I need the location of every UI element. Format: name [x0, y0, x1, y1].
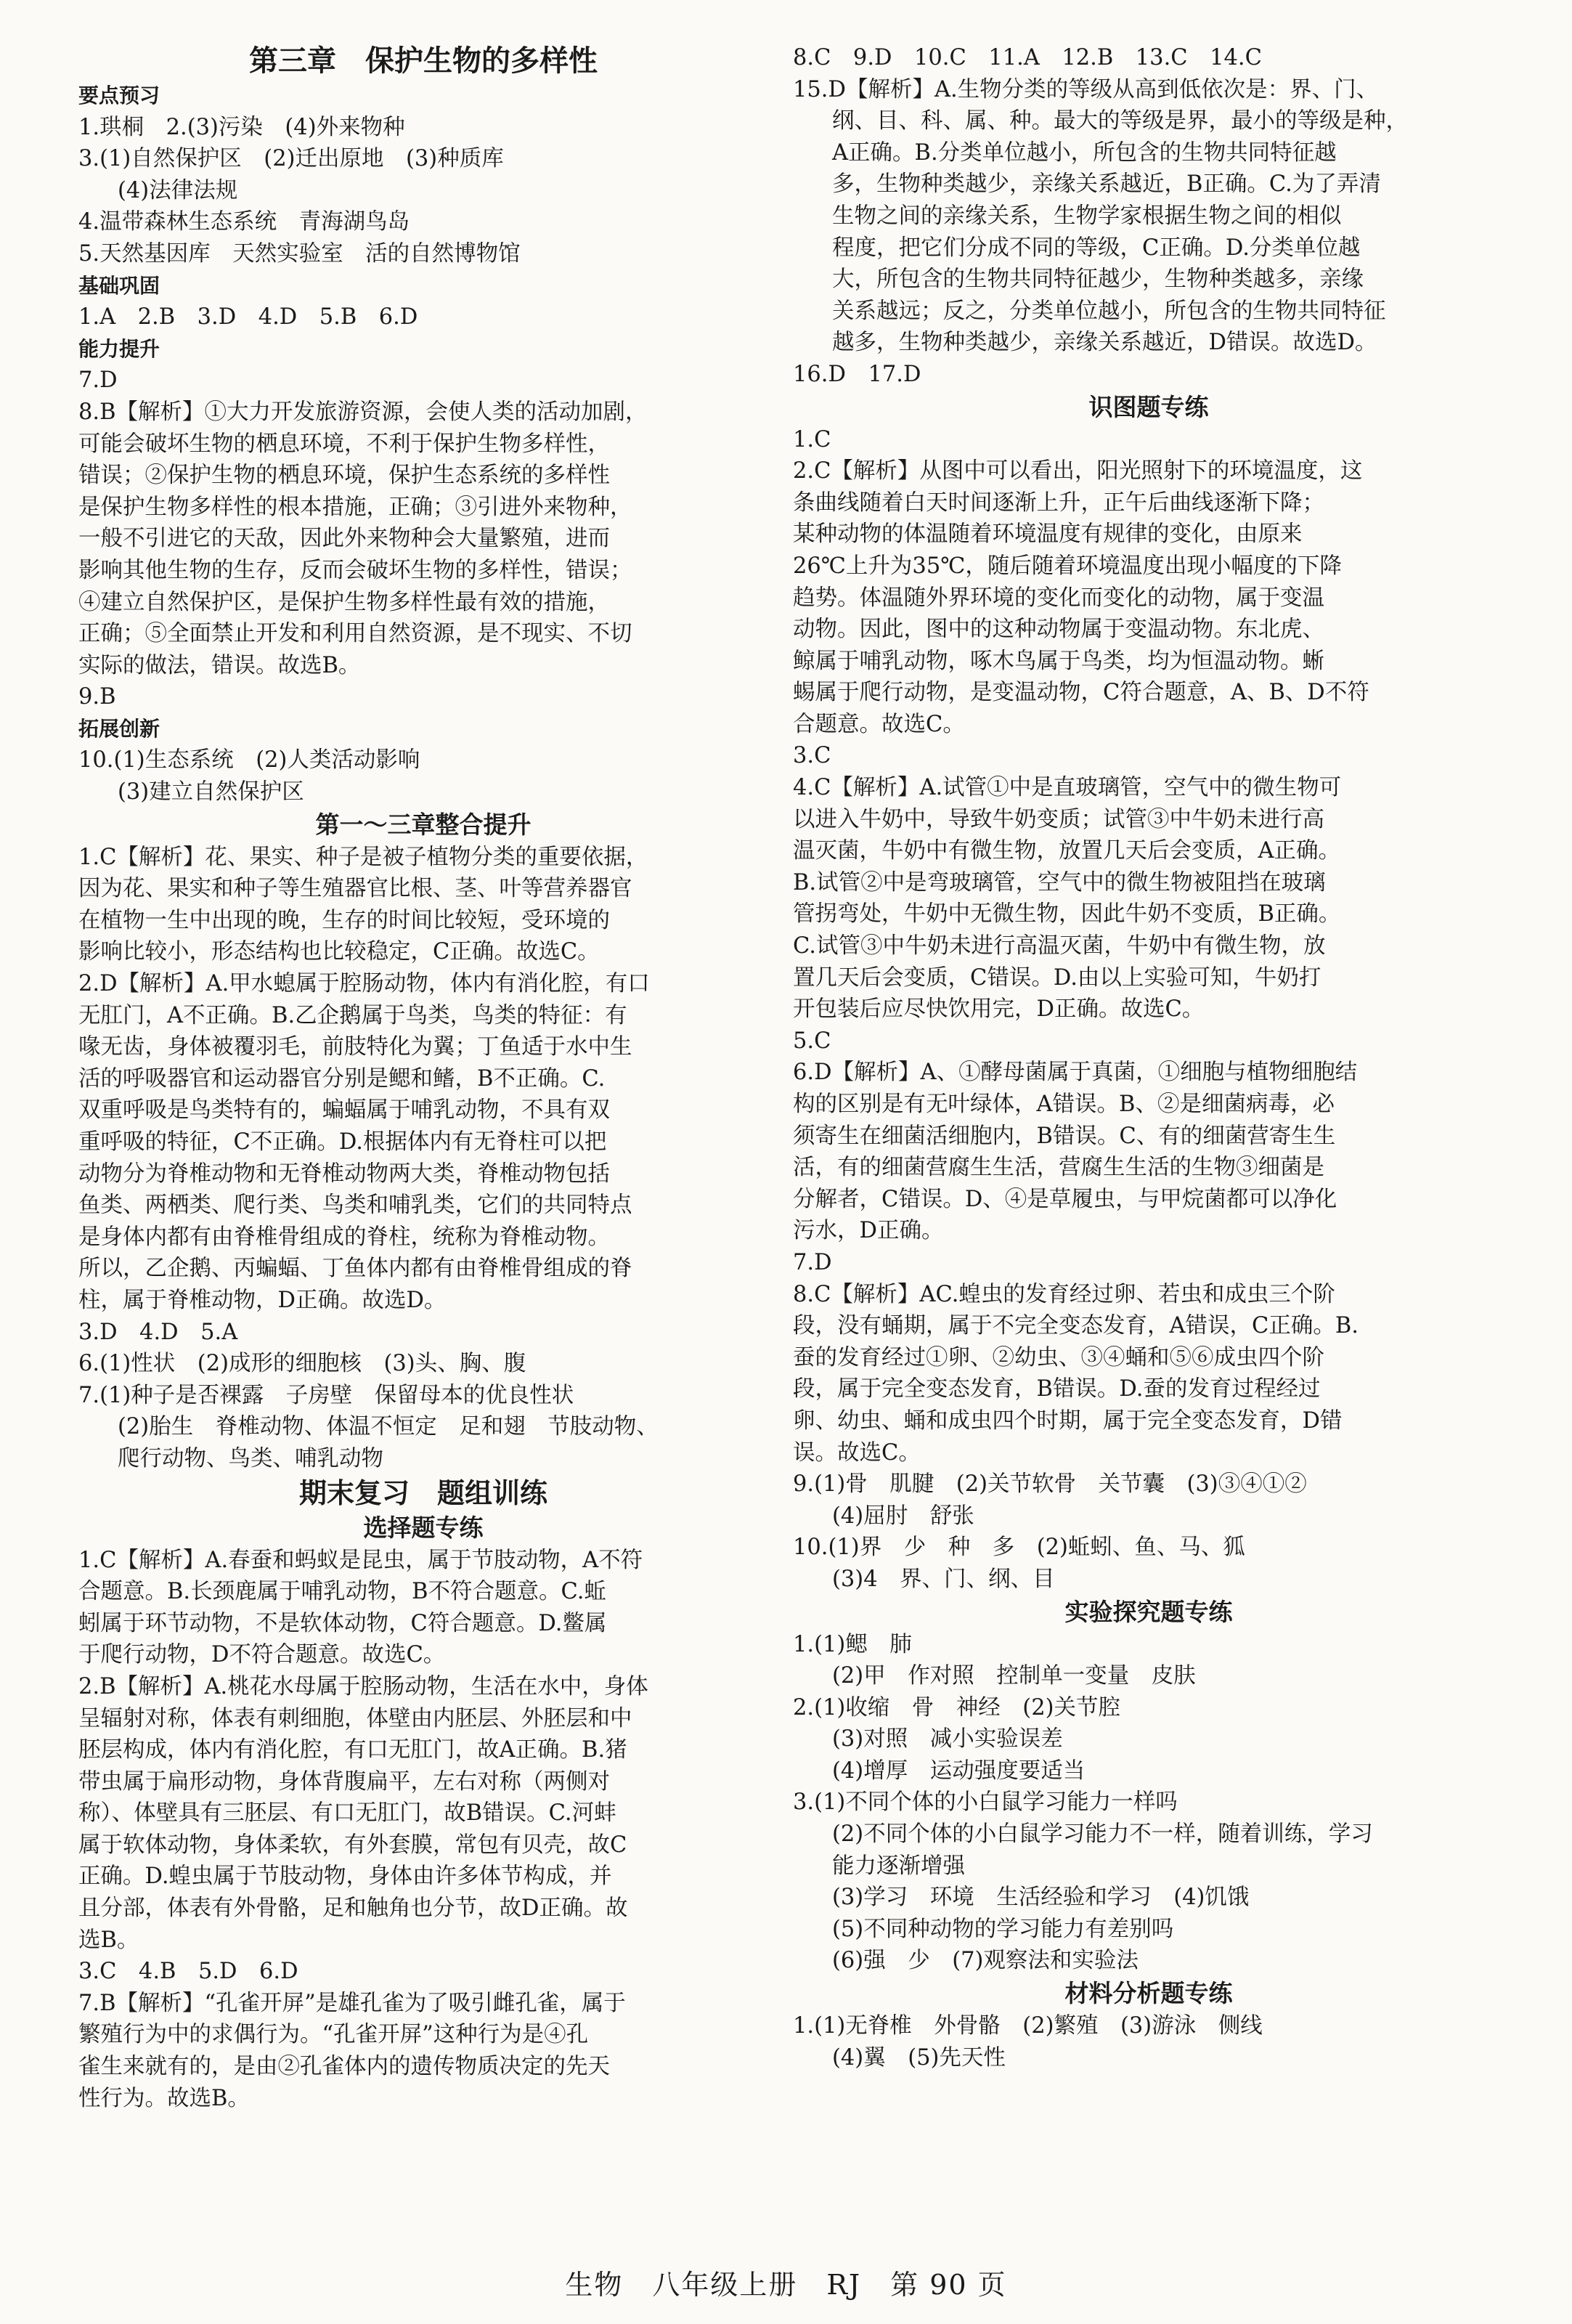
answer-line: 鲸属于哺乳动物，啄木鸟属于鸟类，均为恒温动物。蜥	[793, 648, 1324, 674]
answer-line: 正确。D.蝗虫属于节肢动物，身体由许多体节构成，并	[78, 1864, 612, 1890]
answer-line: 双重呼吸是鸟类特有的，蝙蝠属于哺乳动物，不具有双	[78, 1097, 610, 1124]
answer-line: 且分部，体表有外骨骼，足和触角也分节，故D正确。故	[78, 1896, 628, 1922]
answer-line: 雀生来就有的，是由②孔雀体内的遗传物质决定的先天	[78, 2054, 610, 2080]
answer-line: 选B。	[78, 1927, 139, 1953]
answer-line: 段，属于完全变态发育，B错误。D.蚕的发育过程经过	[793, 1376, 1321, 1402]
answer-line-continued: 爬行动物、鸟类、哺乳动物	[118, 1445, 383, 1471]
answer-line: 动物分为脊椎动物和无脊椎动物两大类，脊椎动物包括	[78, 1161, 610, 1187]
answer-line: 一般不引进它的天敌，因此外来物种会大量繁殖，进而	[78, 526, 610, 552]
answer-line: 构的区别是有无叶绿体，A错误。B、②是细菌病毒，必	[793, 1092, 1335, 1117]
answer-line: 8.B【解析】①大力开发旅游资源，会使人类的活动加剧，	[78, 399, 648, 425]
answer-line: 4.C【解析】A.试管①中是直玻璃管，空气中的微生物可	[793, 775, 1342, 801]
answer-line-continued: (2)不同个体的小白鼠学习能力不一样，随着训练，学习	[832, 1821, 1373, 1848]
answer-line: 5.天然基因库 天然实验室 活的自然博物馆	[78, 240, 521, 267]
answer-line: 条曲线随着白天时间逐渐上升，正午后曲线逐渐下降；	[793, 489, 1324, 516]
answer-line: 8.C【解析】AC.蝗虫的发育经过卵、若虫和成虫三个阶	[793, 1281, 1335, 1307]
answer-line: 某种动物的体温随着环境温度有规律的变化，由原来	[793, 521, 1303, 548]
answer-line-continued: (4)屈肘 舒张	[832, 1503, 974, 1529]
answer-line: 活的呼吸器官和运动器官分别是鳃和鳍，B不正确。C.	[78, 1065, 606, 1092]
answer-line-continued: (4)翼 (5)先天性	[832, 2044, 1006, 2071]
answer-line: 动物。因此，图中的这种动物属于变温动物。东北虎、	[793, 617, 1324, 643]
answer-line: 9.(1)骨 肌腱 (2)关节软骨 关节囊 (3)③④①②	[793, 1471, 1307, 1498]
answer-line: 管拐弯处，牛奶中无微生物，因此牛奶不变质，B正确。	[793, 901, 1341, 927]
answer-line: 7.B【解析】“孔雀开屏”是雄孔雀为了吸引雌孔雀，属于	[78, 1990, 626, 2016]
answer-line: 无肛门，A不正确。B.乙企鹅属于鸟类，鸟类的特征：有	[78, 1002, 627, 1028]
section-label: 拓展创新	[78, 716, 160, 741]
answer-line-continued: 程度，把它们分成不同的等级，C正确。D.分类单位越	[832, 235, 1361, 261]
answer-line: 可能会破坏生物的栖息环境，不利于保护生物多样性，	[78, 431, 610, 457]
answer-line: 6.(1)性状 (2)成形的细胞核 (3)头、胸、腹	[78, 1351, 526, 1377]
answer-line-continued: 多，生物种类越少，亲缘关系越近，B正确。C.为了弄清	[832, 171, 1381, 198]
answer-line: 重呼吸的特征，C不正确。D.根据体内有无脊柱可以把	[78, 1129, 607, 1155]
answer-line: 6.D【解析】A、①酵母菌属于真菌，①细胞与植物细胞结	[793, 1060, 1358, 1086]
answer-line-continued: 大，所包含的生物共同特征越少，生物种类越多，亲缘	[832, 267, 1364, 293]
answer-line: C.试管③中牛奶未进行高温灭菌，牛奶中有微生物，放	[793, 933, 1326, 959]
answer-line: 趋势。体温随外界环境的变化而变化的动物，属于变温	[793, 585, 1324, 611]
left-column	[78, 42, 768, 2114]
answer-line: 1.A 2.B 3.D 4.D 5.B 6.D	[78, 304, 418, 330]
answer-line: 以进入牛奶中，导致牛奶变质；试管③中牛奶未进行高	[793, 806, 1324, 832]
answer-line: 分解者，C错误。D、④是草履虫，与甲烷菌都可以净化	[793, 1186, 1337, 1212]
answer-line-continued: 越多，生物种类越少，亲缘关系越近，D错误。故选D。	[832, 330, 1377, 356]
answer-line: 带虫属于扁形动物，身体背腹扁平，左右对称（两侧对	[78, 1768, 610, 1795]
answer-line: 于爬行动物，D不符合题意。故选C。	[78, 1642, 446, 1668]
answer-line: 胚层构成，体内有消化腔，有口无肛门，故A正确。B.猪	[78, 1737, 627, 1763]
section-title: 选择题专练	[363, 1513, 484, 1542]
answer-line: 是身体内都有由脊椎骨组成的脊柱，统称为脊椎动物。	[78, 1224, 610, 1250]
answer-line: 鱼类、两栖类、爬行类、鸟类和哺乳类，它们的共同特点	[78, 1193, 632, 1219]
answer-line: 繁殖行为中的求偶行为。“孔雀开屏”这种行为是④孔	[78, 2022, 589, 2048]
answer-line-continued: (5)不同种动物的学习能力有差别吗	[832, 1916, 1174, 1942]
answer-line: 活，有的细菌营腐生生活，营腐生生活的生物③细菌是	[793, 1155, 1324, 1181]
answer-line: 4.温带森林生态系统 青海湖鸟岛	[78, 209, 410, 235]
answer-line: 蚓属于环节动物，不是软体动物，C符合题意。D.鳖属	[78, 1610, 607, 1636]
answer-line: 10.(1)界 少 种 多 (2)蚯蚓、鱼、马、狐	[793, 1535, 1245, 1561]
answer-line: 置几天后会变质，C错误。D.由以上实验可知，牛奶打	[793, 964, 1321, 991]
answer-line: 污水，D正确。	[793, 1218, 944, 1244]
answer-line: 3.(1)不同个体的小白鼠学习能力一样吗	[793, 1789, 1178, 1816]
answer-line: 须寄生在细菌活细胞内，B错误。C、有的细菌营寄生生	[793, 1123, 1336, 1149]
answer-line-continued: (3)4 界、门、纲、目	[832, 1566, 1055, 1592]
chapter-title: 第三章 保护生物的多样性	[249, 44, 598, 78]
answer-line: 称）、体壁具有三胚层、有口无肛门，故B错误。C.河蚌	[78, 1800, 616, 1827]
answer-line-continued: 纲、目、科、属、种。最大的等级是界，最小的等级是种，	[832, 108, 1408, 134]
answer-line: 2.D【解析】A.甲水螅属于腔肠动物，体内有消化腔，有口	[78, 971, 650, 997]
answer-line: 3.C 4.B 5.D 6.D	[78, 1959, 298, 1985]
answer-line: 呈辐射对称，体表有刺细胞，体壁由内胚层、外胚层和中	[78, 1705, 632, 1731]
answer-line: 3.(1)自然保护区 (2)迁出原地 (3)种质库	[78, 146, 504, 172]
answer-line: 是保护生物多样性的根本措施，正确；③引进外来物种，	[78, 494, 632, 520]
right-column	[793, 42, 1504, 2073]
answer-line: 合题意。故选C。	[793, 711, 965, 737]
section-title: 第一～三章整合提升	[315, 810, 532, 839]
answer-line: 9.B	[78, 684, 116, 710]
answer-line: 误。故选C。	[793, 1439, 921, 1466]
answer-line: 2.C【解析】从图中可以看出，阳光照射下的环境温度，这	[793, 458, 1363, 484]
answer-line: 蚕的发育经过①卵、②幼虫、③④蛹和⑤⑥成虫四个阶	[793, 1344, 1324, 1370]
answer-line-continued: (4)法律法规	[118, 177, 238, 203]
answer-line-continued: (3)学习 环境 生活经验和学习 (4)饥饿	[832, 1885, 1250, 1911]
answer-line: 10.(1)生态系统 (2)人类活动影响	[78, 747, 420, 773]
answer-line: 柱，属于脊椎动物，D正确。故选D。	[78, 1287, 447, 1313]
answer-line-continued: (2)甲 作对照 控制单一变量 皮肤	[832, 1663, 1196, 1689]
answer-line: 7.D	[78, 367, 118, 394]
answer-line: 喙无齿，身体被覆羽毛，前肢特化为翼；丁鱼适于水中生	[78, 1034, 632, 1060]
page-footer: 生物 八年级上册 RJ 第 90 页	[565, 2269, 1007, 2301]
section-title: 识图题专练	[1088, 392, 1209, 421]
answer-line-continued: 关系越远；反之，分类单位越小，所包含的生物共同特征	[832, 298, 1386, 324]
answer-line-continued: (3)建立自然保护区	[118, 779, 304, 805]
answer-line: 温灭菌，牛奶中有微生物，放置几天后会变质，A正确。	[793, 838, 1341, 864]
answer-line-continued: (2)胎生 脊椎动物、体温不恒定 足和翅 节肢动物、	[118, 1414, 659, 1440]
section-label: 能力提升	[78, 336, 160, 361]
answer-line-continued: A正确。B.分类单位越小，所包含的生物共同特征越	[832, 139, 1337, 166]
answer-line: 属于软体动物，身体柔软，有外套膜，常包有贝壳，故C	[78, 1832, 627, 1858]
answer-line: 8.C 9.D 10.C 11.A 12.B 13.C 14.C	[793, 45, 1262, 70]
answer-line-continued: (3)对照 减小实验误差	[832, 1726, 1063, 1752]
answer-line: 15.D【解析】A.生物分类的等级从高到低依次是：界、门、	[793, 76, 1379, 102]
part-title: 期末复习 题组训练	[298, 1476, 547, 1509]
answer-line: 在植物一生中出现的晚，生存的时间比较短，受环境的	[78, 907, 610, 933]
answer-line: B.试管②中是弯玻璃管，空气中的微生物被阻挡在玻璃	[793, 869, 1326, 895]
answer-line: 3.D 4.D 5.A	[78, 1319, 238, 1345]
answer-line: 蜴属于爬行动物，是变温动物，C符合题意，A、B、D不符	[793, 680, 1369, 706]
answer-line: 影响其他生物的生存，反而会破坏生物的多样性，错误；	[78, 557, 632, 583]
answer-line-continued: (6)强 少 (7)观察法和实验法	[832, 1948, 1139, 1974]
answer-line: 7.D	[793, 1249, 832, 1275]
answer-line: 2.(1)收缩 骨 神经 (2)关节腔	[793, 1694, 1121, 1720]
answer-line: 卵、幼虫、蛹和成虫四个时期，属于完全变态发育，D错	[793, 1407, 1343, 1434]
answer-line: 1.C	[793, 426, 831, 452]
answer-line: 16.D 17.D	[793, 361, 921, 387]
answer-line: 26℃上升为35℃，随后随着环境温度出现小幅度的下降	[793, 553, 1342, 579]
answer-line: 1.(1)无脊椎 外骨骼 (2)繁殖 (3)游泳 侧线	[793, 2013, 1263, 2039]
answer-line: 性行为。故选B。	[78, 2085, 250, 2111]
answer-line: 实际的做法，错误。故选B。	[78, 652, 361, 678]
answer-line-continued: 生物之间的亲缘关系，生物学家根据生物之间的相似	[832, 203, 1342, 229]
answer-line: 1.珙桐 2.(3)污染 (4)外来物种	[78, 114, 405, 140]
answer-line-continued: 能力逐渐增强	[832, 1853, 965, 1879]
answer-line: 所以，乙企鹅、丙蝙蝠、丁鱼体内都有由脊椎骨组成的脊	[78, 1256, 632, 1282]
answer-line: 5.C	[793, 1028, 831, 1054]
answer-line: ④建立自然保护区，是保护生物多样性最有效的措施，	[78, 589, 610, 615]
section-title: 材料分析题专练	[1064, 1979, 1233, 2008]
section-label: 基础巩固	[78, 273, 160, 298]
section-title: 实验探究题专练	[1064, 1597, 1233, 1626]
answer-line: 开包装后应尽快饮用完，D正确。故选C。	[793, 996, 1205, 1023]
answer-line: 1.C【解析】花、果实、种子是被子植物分类的重要依据，	[78, 844, 648, 870]
answer-line: 1.(1)鳃 肺	[793, 1631, 912, 1657]
answer-line: 合题意。B.长颈鹿属于哺乳动物，B不符合题意。C.蚯	[78, 1579, 606, 1605]
answer-line: 正确；⑤全面禁止开发和利用自然资源，是不现实、不切	[78, 621, 632, 647]
answer-line: 7.(1)种子是否裸露 子房壁 保留母本的优良性状	[78, 1382, 574, 1408]
answer-line: 3.C	[793, 743, 831, 769]
section-label: 要点预习	[78, 84, 160, 107]
answer-line: 1.C【解析】A.春蚕和蚂蚁是昆虫，属于节肢动物，A不符	[78, 1547, 643, 1573]
answer-line: 影响比较小，形态结构也比较稳定，C正确。故选C。	[78, 939, 600, 965]
answer-line: 段，没有蛹期，属于不完全变态发育，A错误，C正确。B.	[793, 1313, 1359, 1339]
answer-line: 2.B【解析】A.桃花水母属于腔肠动物，生活在水中，身体	[78, 1673, 648, 1699]
answer-line: 错误；②保护生物的栖息环境，保护生态系统的多样性	[78, 463, 610, 489]
answer-line: 因为花、果实和种子等生殖器官比根、茎、叶等营养器官	[78, 876, 632, 902]
answer-line-continued: (4)增厚 运动强度要适当	[832, 1758, 1086, 1784]
